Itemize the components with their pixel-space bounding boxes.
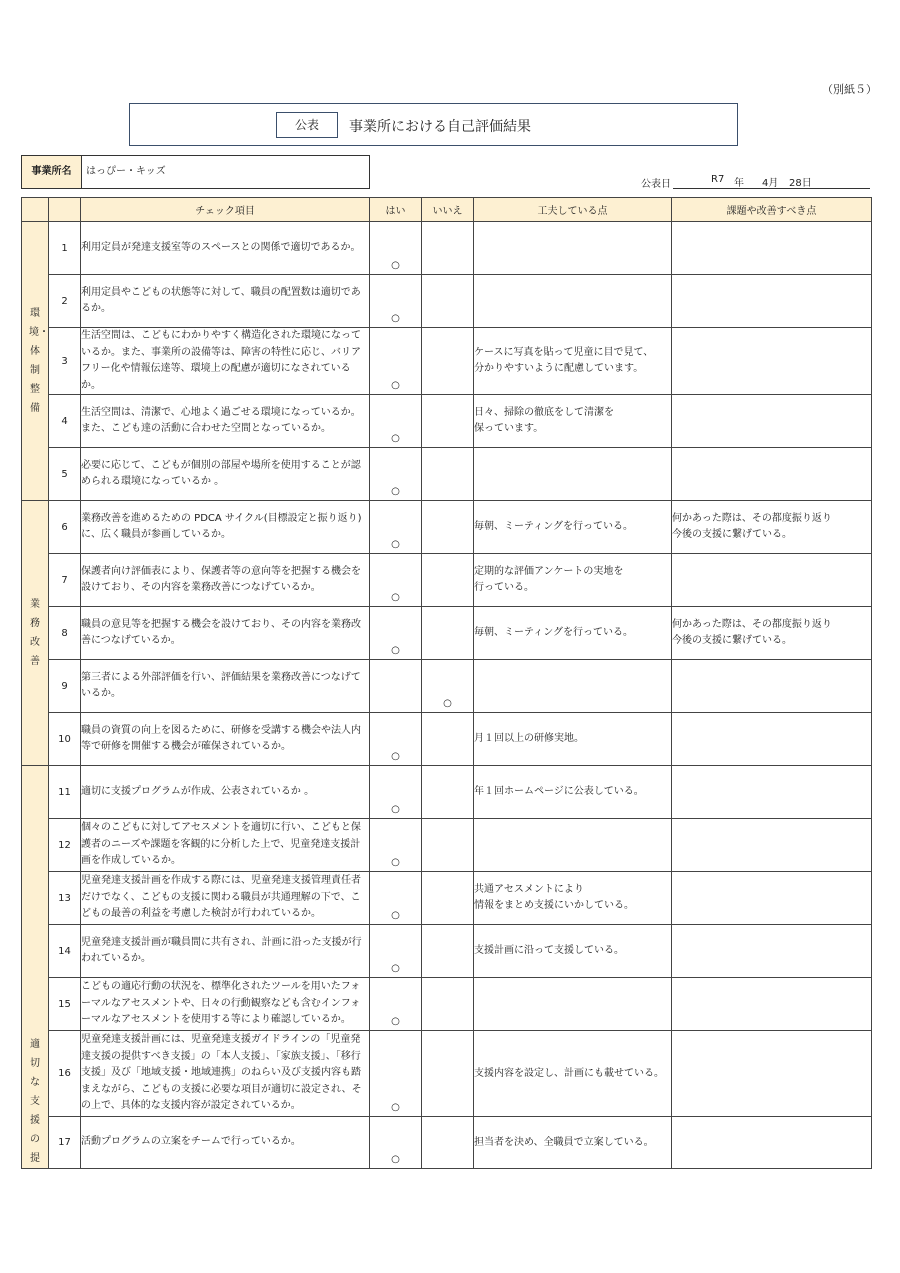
yes-cell xyxy=(370,1117,422,1169)
issues-cell xyxy=(672,328,872,395)
no-cell xyxy=(422,395,474,448)
publish-date xyxy=(641,174,870,189)
issues-cell xyxy=(672,978,872,1031)
header-no: いいえ xyxy=(422,198,474,222)
yes-cell xyxy=(370,925,422,978)
check-item: 適切に支援プログラムが作成、公表されているか 。 xyxy=(81,766,370,819)
yes-mark: ○ xyxy=(391,1016,400,1027)
yes-mark: ○ xyxy=(391,260,400,271)
row-number: 1 xyxy=(49,222,81,275)
row-number: 4 xyxy=(49,395,81,448)
issues-cell xyxy=(672,1117,872,1169)
yes-cell xyxy=(370,275,422,328)
check-item: 児童発達支援計画が職員間に共有され、計画に沿った支援が行われているか。 xyxy=(81,925,370,978)
yes-cell xyxy=(370,395,422,448)
category-operations: 業務改善 xyxy=(22,501,49,766)
yes-cell xyxy=(370,713,422,766)
publish-date-label: 公表日 xyxy=(641,179,671,190)
table-row xyxy=(22,1117,872,1169)
category-environment: 環境・体制整備 xyxy=(22,222,49,501)
no-mark: ○ xyxy=(443,698,452,709)
check-item: 保護者向け評価表により、保護者等の意向等を把握する機会を設けており、その内容を業務改善につなげているか。 xyxy=(81,554,370,607)
evaluation-table xyxy=(21,197,872,1169)
efforts-cell: 支援内容を設定し、計画にも載せている。 xyxy=(474,1031,672,1117)
yes-mark: ○ xyxy=(391,486,400,497)
yes-cell xyxy=(370,978,422,1031)
no-cell xyxy=(422,766,474,819)
no-cell xyxy=(422,554,474,607)
efforts-cell: 毎朝、ミーティングを行っている。 xyxy=(474,607,672,660)
yes-cell xyxy=(370,501,422,554)
issues-cell: 何かあった際は、その都度振り返り 今後の支援に繋げている。 xyxy=(672,607,872,660)
header-yes: はい xyxy=(370,198,422,222)
yes-cell xyxy=(370,328,422,395)
efforts-cell: 支援計画に沿って支援している。 xyxy=(474,925,672,978)
row-number: 17 xyxy=(49,1117,81,1169)
check-item: 児童発達支援計画を作成する際には、児童発達支援管理責任者だけでなく、こどもの支援に関わる職員が共通理解の下で、こどもの最善の利益を考慮した検討が行われているか。 xyxy=(81,872,370,925)
table-row xyxy=(22,978,872,1031)
efforts-cell xyxy=(474,222,672,275)
yes-mark: ○ xyxy=(391,539,400,550)
issues-cell xyxy=(672,1031,872,1117)
table-row xyxy=(22,554,872,607)
table-row xyxy=(22,448,872,501)
row-number: 5 xyxy=(49,448,81,501)
no-cell xyxy=(422,872,474,925)
check-item: 職員の資質の向上を図るために、研修を受講する機会や法人内等で研修を開催する機会が確保されているか。 xyxy=(81,713,370,766)
check-item: こどもの適応行動の状況を、標準化されたツールを用いたフォーマルなアセスメントや、日々の行動観察なども含むインフォーマルなアセスメントを使用する等により確認しているか。 xyxy=(81,978,370,1031)
issues-cell xyxy=(672,395,872,448)
yes-cell xyxy=(370,660,422,713)
row-number: 14 xyxy=(49,925,81,978)
no-cell xyxy=(422,1031,474,1117)
issues-cell xyxy=(672,222,872,275)
no-cell xyxy=(422,222,474,275)
yes-cell xyxy=(370,819,422,872)
yes-mark: ○ xyxy=(391,751,400,762)
row-number: 13 xyxy=(49,872,81,925)
table-row xyxy=(22,766,872,819)
title-box xyxy=(129,103,738,146)
public-badge: 公表 xyxy=(276,112,338,138)
check-item: 利用定員やこどもの状態等に対して、職員の配置数は適切であるか。 xyxy=(81,275,370,328)
issues-cell xyxy=(672,872,872,925)
publish-date-day: 28日 xyxy=(789,178,812,189)
table-row xyxy=(22,819,872,872)
table-row xyxy=(22,222,872,275)
page-title: 事業所における自己評価結果 xyxy=(349,119,531,135)
header-efforts: 工夫している点 xyxy=(474,198,672,222)
efforts-cell xyxy=(474,978,672,1031)
row-number: 7 xyxy=(49,554,81,607)
yes-mark: ○ xyxy=(391,804,400,815)
check-item: 職員の意見等を把握する機会を設けており、その内容を業務改善につなげているか。 xyxy=(81,607,370,660)
no-cell xyxy=(422,328,474,395)
attachment-label: （別紙５） xyxy=(822,83,877,96)
check-item: 個々のこどもに対してアセスメントを適切に行い、こどもと保護者のニーズや課題を客観的に分析した上で、児童発達支援計画を作成しているか。 xyxy=(81,819,370,872)
check-item: 活動プログラムの立案をチームで行っているか。 xyxy=(81,1117,370,1169)
efforts-cell: ケースに写真を貼って児童に目で見て、 分かりやすいように配慮しています。 xyxy=(474,328,672,395)
header-category xyxy=(22,198,49,222)
table-row xyxy=(22,395,872,448)
efforts-cell: 定期的な評価アンケートの実地を 行っている。 xyxy=(474,554,672,607)
yes-mark: ○ xyxy=(391,592,400,603)
check-item: 生活空間は、清潔で、心地よく過ごせる環境になっているか。また、こども達の活動に合わせた空間となっているか。 xyxy=(81,395,370,448)
issues-cell xyxy=(672,554,872,607)
yes-cell xyxy=(370,448,422,501)
efforts-cell xyxy=(474,819,672,872)
no-cell xyxy=(422,925,474,978)
header-issues: 課題や改善すべき点 xyxy=(672,198,872,222)
no-cell xyxy=(422,713,474,766)
row-number: 10 xyxy=(49,713,81,766)
row-number: 3 xyxy=(49,328,81,395)
issues-cell xyxy=(672,448,872,501)
row-number: 8 xyxy=(49,607,81,660)
yes-mark: ○ xyxy=(391,910,400,921)
no-cell xyxy=(422,501,474,554)
yes-mark: ○ xyxy=(391,1102,400,1113)
no-cell xyxy=(422,607,474,660)
efforts-cell xyxy=(474,448,672,501)
check-item: 生活空間は、こどもにわかりやすく構造化された環境になっているか。また、事業所の設備等は、障害の特性に応じ、バリアフリー化や情報伝達等、環境上の配慮が適切になされているか。 xyxy=(81,328,370,395)
issues-cell xyxy=(672,819,872,872)
issues-cell: 何かあった際は、その都度振り返り 今後の支援に繋げている。 xyxy=(672,501,872,554)
table-header-row xyxy=(22,198,872,222)
yes-cell xyxy=(370,222,422,275)
table-row xyxy=(22,1031,872,1117)
publish-date-era: R7 xyxy=(711,174,725,185)
row-number: 16 xyxy=(49,1031,81,1117)
table-row xyxy=(22,713,872,766)
yes-mark: ○ xyxy=(391,1154,400,1165)
no-cell xyxy=(422,1117,474,1169)
category-support: 適切な支援の提 xyxy=(22,766,49,1169)
efforts-cell: 日々、掃除の徹底をして清潔を 保っています。 xyxy=(474,395,672,448)
check-item: 業務改善を進めるための PDCA サイクル(目標設定と振り返り)に、広く職員が参画しているか。 xyxy=(81,501,370,554)
efforts-cell xyxy=(474,275,672,328)
row-number: 11 xyxy=(49,766,81,819)
no-cell xyxy=(422,275,474,328)
table-row xyxy=(22,275,872,328)
table-row xyxy=(22,501,872,554)
check-item: 第三者による外部評価を行い、評価結果を業務改善につなげているか。 xyxy=(81,660,370,713)
row-number: 6 xyxy=(49,501,81,554)
table-row xyxy=(22,872,872,925)
check-item: 児童発達支援計画には、児童発達支援ガイドラインの「児童発達支援の提供すべき支援」の「本人支援」、「家族支援」、「移行支援」及び「地域支援・地域連携」のねらい及び支援内容も踏まえながら、こどもの支援に必要な項目が適切に設定され、その上で、具体的な支援内容が設定されているか。 xyxy=(81,1031,370,1117)
issues-cell xyxy=(672,660,872,713)
office-box xyxy=(21,155,370,189)
yes-cell xyxy=(370,766,422,819)
efforts-cell: 年１回ホームページに公表している。 xyxy=(474,766,672,819)
row-number: 15 xyxy=(49,978,81,1031)
no-cell xyxy=(422,978,474,1031)
yes-mark: ○ xyxy=(391,313,400,324)
row-number: 9 xyxy=(49,660,81,713)
office-label: 事業所名 xyxy=(22,156,82,188)
publish-date-month: 4月 xyxy=(762,178,779,189)
table-row xyxy=(22,607,872,660)
yes-mark: ○ xyxy=(391,963,400,974)
table-row xyxy=(22,660,872,713)
check-item: 利用定員が発達支援室等のスペースとの関係で適切であるか。 xyxy=(81,222,370,275)
efforts-cell: 月１回以上の研修実地。 xyxy=(474,713,672,766)
publish-date-year-suffix: 年 xyxy=(734,178,744,189)
yes-cell xyxy=(370,1031,422,1117)
yes-mark: ○ xyxy=(391,380,400,391)
issues-cell xyxy=(672,925,872,978)
header-number xyxy=(49,198,81,222)
no-cell xyxy=(422,819,474,872)
no-cell xyxy=(422,660,474,713)
yes-cell xyxy=(370,554,422,607)
issues-cell xyxy=(672,275,872,328)
yes-cell xyxy=(370,607,422,660)
check-item: 必要に応じて、こどもが個別の部屋や場所を使用することが認められる環境になっているか 。 xyxy=(81,448,370,501)
row-number: 12 xyxy=(49,819,81,872)
yes-mark: ○ xyxy=(391,857,400,868)
yes-cell xyxy=(370,872,422,925)
row-number: 2 xyxy=(49,275,81,328)
table-row xyxy=(22,328,872,395)
issues-cell xyxy=(672,713,872,766)
efforts-cell: 担当者を決め、全職員で立案している。 xyxy=(474,1117,672,1169)
efforts-cell: 共通アセスメントにより 情報をまとめ支援にいかしている。 xyxy=(474,872,672,925)
issues-cell xyxy=(672,766,872,819)
header-check-item: チェック項目 xyxy=(81,198,370,222)
yes-mark: ○ xyxy=(391,645,400,656)
efforts-cell xyxy=(474,660,672,713)
table-row xyxy=(22,925,872,978)
office-name: はっぴー・キッズ xyxy=(86,166,166,177)
no-cell xyxy=(422,448,474,501)
yes-mark: ○ xyxy=(391,433,400,444)
efforts-cell: 毎朝、ミーティングを行っている。 xyxy=(474,501,672,554)
